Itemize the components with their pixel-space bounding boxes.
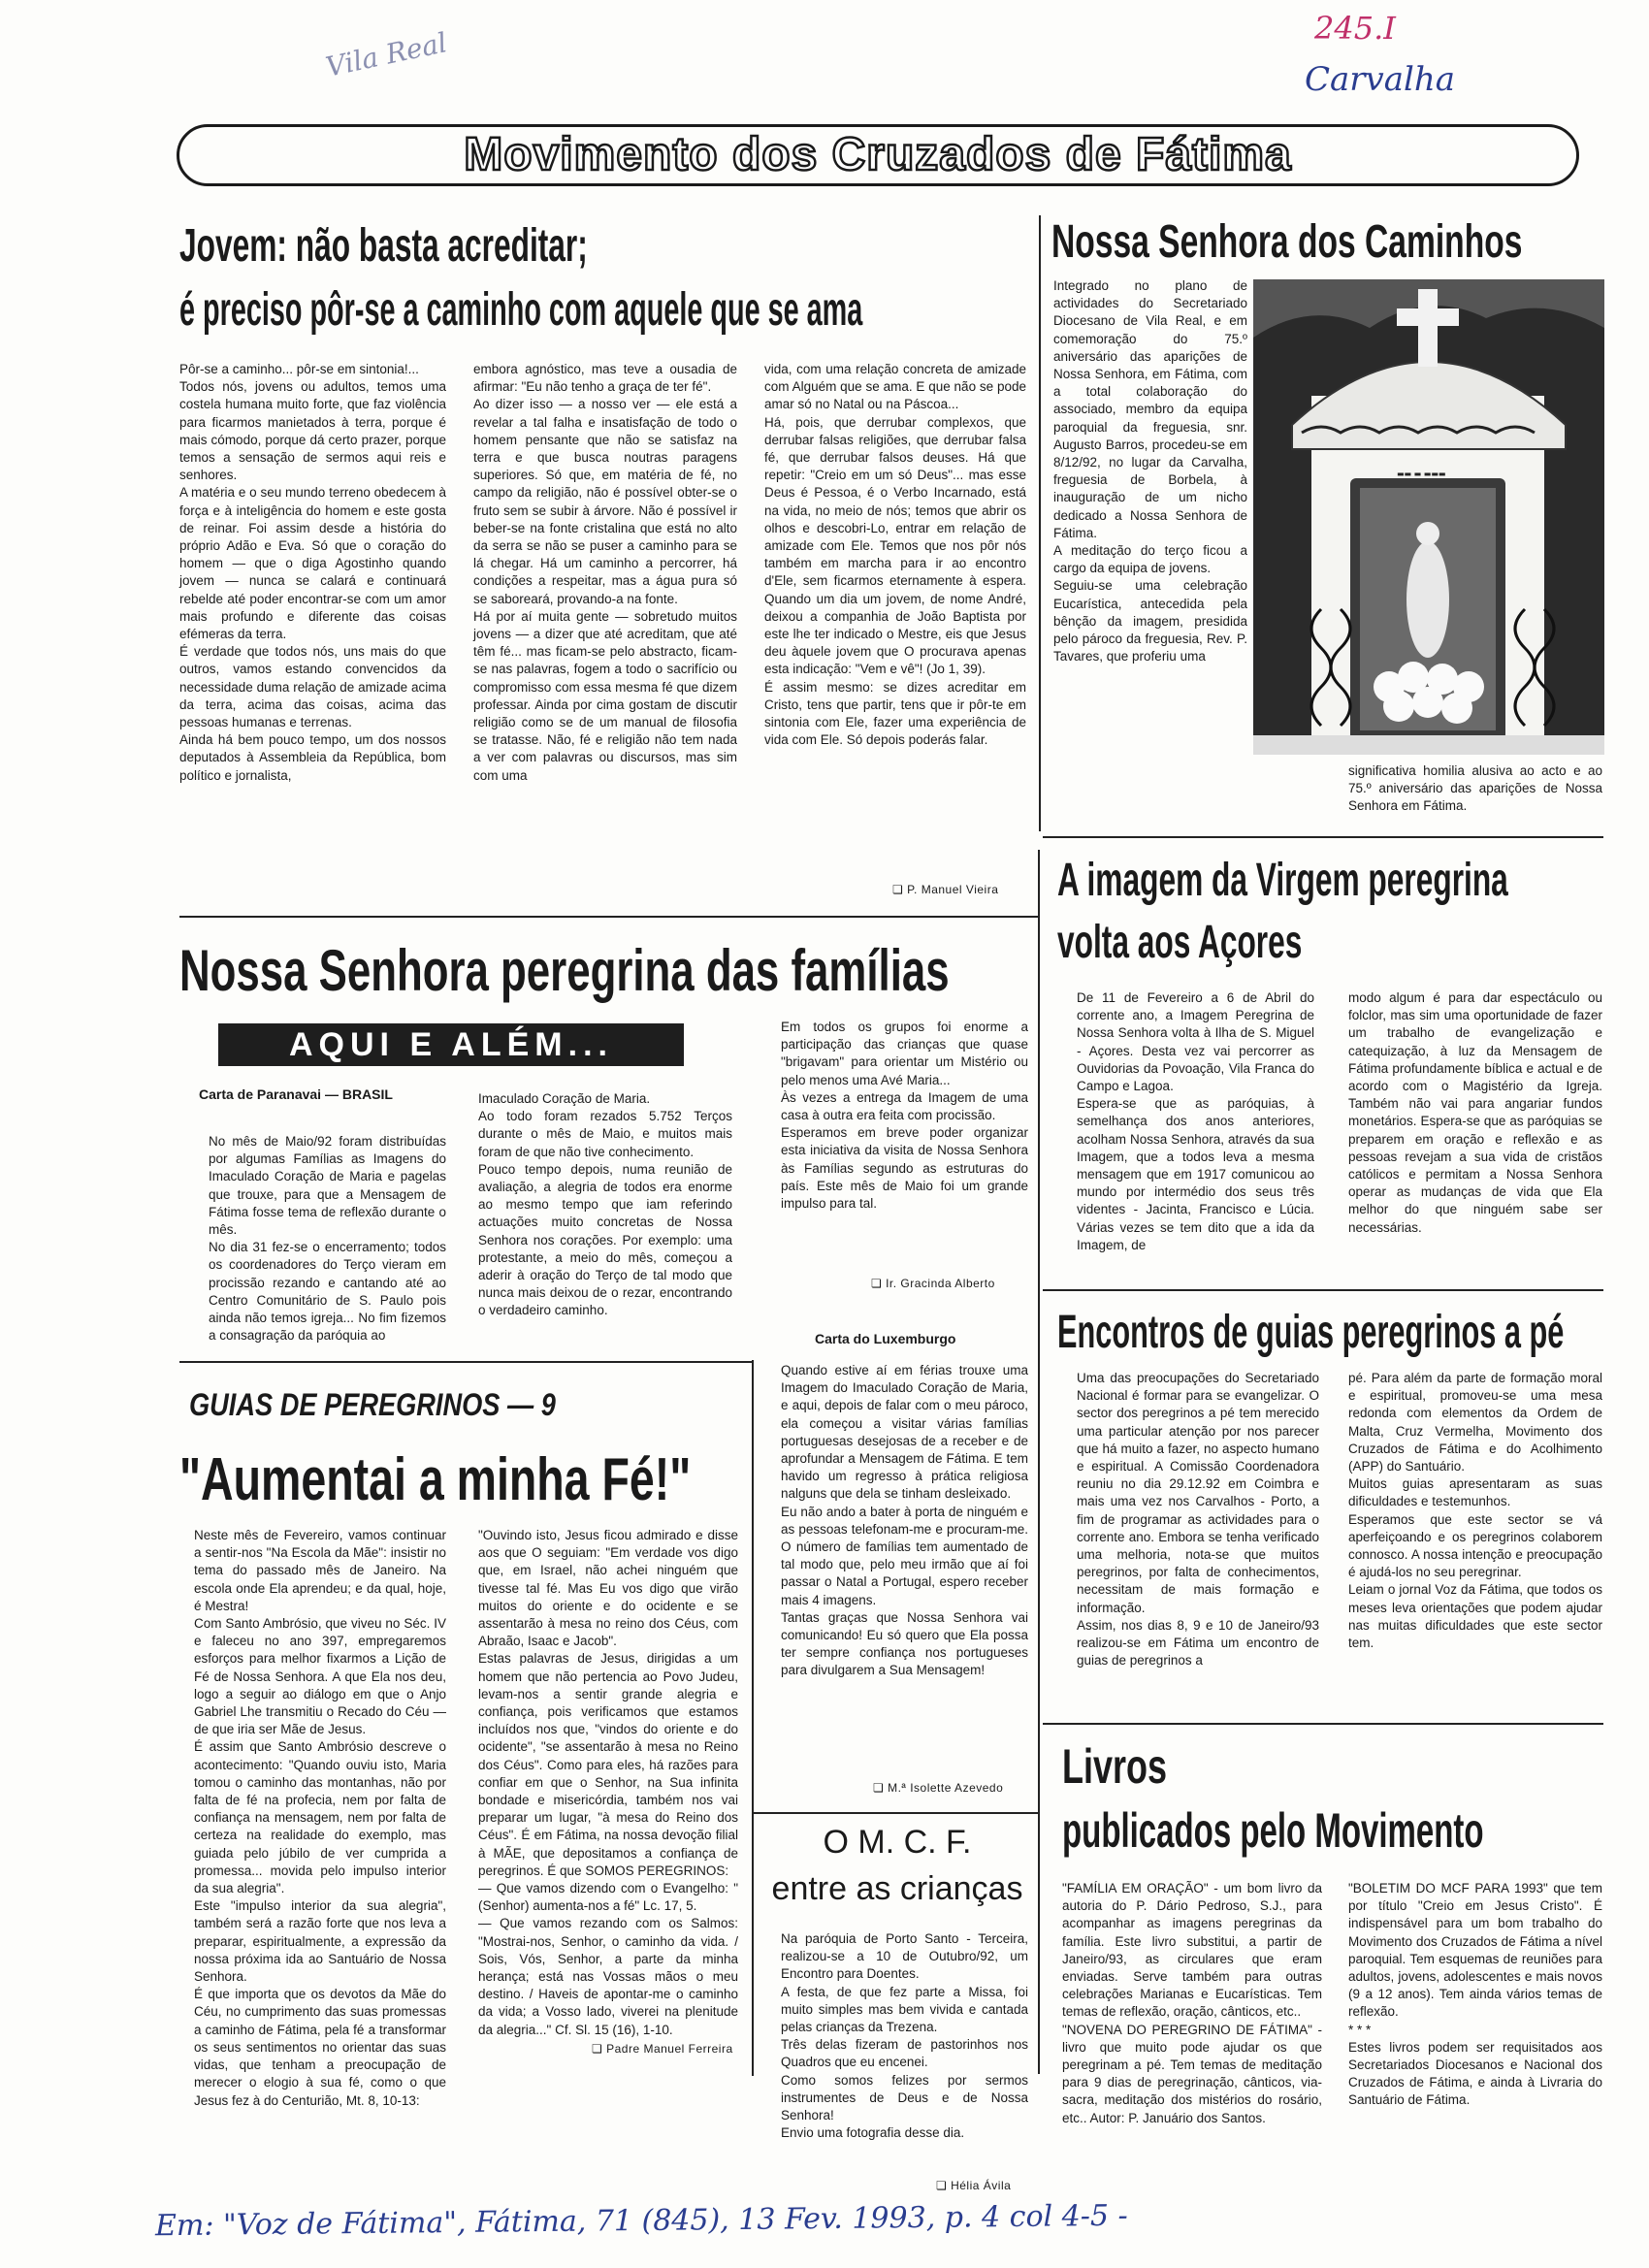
handwritten-place-top-right: Carvalha [1305, 60, 1456, 99]
rule-lux [752, 1812, 1038, 1814]
virgem-title-line1: A imagem da Virgem peregrina [1057, 855, 1508, 906]
guias-col2: "Ouvindo isto, Jesus ficou admirado e disse aos que O seguiam: "Em verdade vos digo que, em Israel, não achei ninguém que tivesse tal fé. Mas Eu vos digo que virão muitos do oriente e do ocidente e se assentarão à mesa no reino dos Céus, com Abraão, Isaac e Jacob". Estas palavras de Jesus, dirigidas a um homem que não pertencia ao Povo Judeu, levam-nos a sentir grande alegria e confiança, pois verificamos que estamos incluídos nos que, "vindos do oriente e do ocidente", "se assentarão à mesa no Reino dos Céus". Como para eles, há razões para confiar em que o Senhor, na Sua infinita bondade e misericórdia, também nos vai preparar um lugar, "à mesa do Reino dos Céus". É em Fátima, na nossa devoção filial à MÃE, que depositamos a confiança de peregrinos. É que SOMOS PEREGRINOS: — Que vamos dizendo com o Evangelho: "(Senhor) aumenta-nos a fé" Lc. 17, 5. — Que vamos rezando com os Salmos: "Mostrai-nos, Senhor, o caminho da vida. / Sois, Vós, Senhor, a parte da minha herança; está nas Vossas mãos o meu destino. / Haveis de apontar-me o caminho da vida; a Vosso lado, viverei na plenitude da alegria..." Cf. Sl. 15 (16), 1-10. [478, 1528, 738, 2037]
handwritten-code: 245.I [1314, 10, 1396, 47]
guias-kicker: GUIAS DE PEREGRINOS — 9 [189, 1387, 556, 1422]
guias-col1: Neste mês de Fevereiro, vamos continuar a sentir-nos "Na Escola da Mãe": insistir no tema do passado mês de Janeiro. Na escola onde Ela aprendeu; e da qual, hoje, é Mestra! Com Santo Ambrósio, que viveu no Séc. IV e faleceu no ano 397, empregaremos esforços para melhor fixarmos a Lição de Fé de Nossa Senhora. A que Ela nos deu, logo a seguir ao diálogo em que o Anjo Gabriel Lhe transmitiu o Recado do Céu — de que iria ser Mãe de Jesus. É assim que Santo Ambrósio descreve o acontecimento: "Quando ouviu isto, Maria tomou o caminho das montanhas, não por falta de fé na profecia, nem por falta de confiança na mensagem, nem por falta de certeza na realidade do exemplo, mas guiada pelo júbilo de ver cumprida a promessa... movida pelo impulso interior da sua alegria". Este "impulso interior da sua alegria", também será a razão forte que nos leva a preparar, espiritualmente, a expressão da nossa próxima ida ao Santuário de Nossa Senhora. É que importa que os devotos da Mãe do Céu, no cumprimento das suas promessas a caminho de Fátima, pela fé a transformar os seus sentimentos no orientar das suas vidas, que tenham a preocupação de merecer o elogio à sua fé, como o que Jesus fez à do Centurião, Mt. 8, 10-13: [194, 1528, 446, 2108]
caminhos-title: Nossa Senhora dos Caminhos [1051, 216, 1523, 268]
caminhos-text: Integrado no plano de actividades do Secretariado Diocesano de Vila Real, e em comemoração do 75.º aniversário das aparições de Nossa Senhora, em Fátima, com a total colaboração do associado, membro da equipa paroquial da freguesia, snr. Augusto Barros, procedeu-se em 8/12/92, no lugar da Carvalha, freguesia de Borbela, à inauguração de um nicho dedicado a Nossa Senhora de Fátima. A meditação do terço ficou a cargo da equipa de jovens. Seguiu-se uma celebração Eucarística, antecedida pela bênção da imagem, presidida pelo pároco da freguesia, Rev. P. Tavares, que proferiu uma [1053, 278, 1247, 664]
svg-text:▬▬ ▬ ▬▬▬: ▬▬ ▬ ▬▬▬ [1397, 470, 1446, 478]
familias-col3: Em todos os grupos foi enorme a participação das crianças que quase "brigavam" para orientar um Mistério ou pelo menos uma Avé Maria... Às vezes a entrega da Imagem de uma casa à outra era feita com procissão. Esperamos em breve poder organizar esta iniciativa da visita de Nossa Senhora às Famílias segundo as estruturas do país. Este mês de Maio foi um grande impulso para tal. [781, 1020, 1028, 1212]
rule-virgem [1043, 1289, 1603, 1291]
jovem-col1: Pôr-se a caminho... pôr-se em sintonia!... Todos nós, jovens ou adultos, temos uma costela humana muito forte, que faz violência para ficarmos manietados à terra, porque é mais cómodo, porque dá certo prazer, porque temos a sensação de sermos aqui reis e senhores. A matéria e o seu mundo terreno obedecem à força e à inteligência do homem e este gosta de reinar. Foi assim desde a história do próprio Adão e Eva. Só que o coração do homem — que o diga Agostinho quando jovem — nunca se calará e continuará rebelde até poder encontrar-se com um amor mais profundo e diferente das coisas efémeras da terra. É verdade que todos nós, uns mais do que outros, vamos estando convencidos da necessidade duma relação de amizade acima da terra, acima das coisas, acima das pessoas humanas e terrenas. Ainda há bem pouco tempo, um dos nossos deputados à Assembleia da República, bom político e jornalista, [179, 362, 446, 783]
virgem-col2: modo algum é para dar espectáculo ou folclor, mas sim uma oportunidade de fazer um trabalho de evangelização e catequização, à luz da Mensagem de Fátima profundamente bíblica e actual e de acordo com o Magistério da Igreja. Também não vai para angariar fundos monetários. Espera-se que as paróquias se preparem em oração e reflexão e as pessoas revejam a sua vida de cristãos católicos e permitam a Nossa Senhora operar as mudanças de vida que Ela melhor do que ninguém sabe ser necessárias. [1348, 990, 1602, 1235]
subhead-luxemburgo: Carta do Luxemburgo [815, 1331, 956, 1346]
omcf-title-line1: O M. C. F. [823, 1824, 972, 1861]
jovem-col3: vida, com uma relação concreta de amizade com Alguém que se ama. E que não se pode amar só no Natal ou na Páscoa... Há, pois, que derrubar complexos, que derrubar falsas religiões, que derrubar falsa fé, que derrubar falsos deuses. Há que repetir: "Creio em um só Deus"... mas esse Deus é Pessoa, é o Verbo Incarnado, está na vida, no meio de nós; temos que abrir os olhos e descobri-Lo, entrar em relação de amizade com Ele. Temos que nos pôr nós também em marcha para ir ao encontro d'Ele, sem ficarmos eternamente à espera. Quando um dia um jovem, de nome André, deixou a companhia de João Baptista por este lhe ter indicado o Mestre, eis que Jesus deu àquele jovem que O procurava apenas esta indicação: "Vem e vê"! (Jo 1, 39). É assim mesmo: se dizes acreditar em Cristo, tens que partir, tens que ir pôr-te em sintonia com Ele, fazer uma experiência de vida com Ele. Só depois poderás falar. [764, 362, 1026, 748]
encontros-title: Encontros de guias peregrinos a pé [1057, 1307, 1565, 1358]
signature-luxemburgo: ❏ M.ª Isolette Azevedo [873, 1781, 1004, 1795]
jovem-col2: embora agnóstico, mas teve a ousadia de afirmar: "Eu não tenho a graça de ter fé". Ao dizer isso — a nosso ver — ele está a revelar a tal falha e insatisfação de todo o homem pensante que não se satisfaz na terra e que busca noutras paragens superiores. Só que, em matéria de fé, no campo da religião, não é possível obter-se o fruto sem se subir à árvore. Não é possível ir beber-se na fonte cristalina que está no alto da serra se não se puser a caminho para se lá chegar. Há um caminho a percorrer, há condições a respeitar, mas a água pura só se saboreará, provando-a na fonte. Há por aí muita gente — sobretudo muitos jovens — a dizer que até acreditam, que até têm fé... mas ficam-se pelo abstracto, ficam-se nas palavras, fogem a todo o sacrifício ou compromisso com essa mesma fé que dizem professar. Ainda por cima gostam de discutir religião como se de um manual de filosofia se tratasse. Não, fé e religião não tem nada a ver com palavras ou discursos, mas sim com uma [473, 362, 737, 783]
handwritten-citation: Em: "Voz de Fátima", Fátima, 71 (845), 13 Fev. 1993, p. 4 col 4-5 - [154, 2198, 1128, 2244]
column-rule-top [1039, 215, 1041, 831]
signature-brasil: ❏ Ir. Gracinda Alberto [871, 1277, 995, 1290]
rule-encontros [1043, 1723, 1603, 1725]
livros-title-line2: publicados pelo Movimento [1062, 1803, 1484, 1858]
column-rule-left [1038, 850, 1040, 2074]
masthead-title: Movimento dos Cruzados de Fátima [464, 129, 1292, 180]
rule-jovem [179, 916, 1038, 918]
column-rule-mid [752, 1360, 754, 2076]
rule-caminhos [1043, 836, 1603, 838]
shrine-niche-photo [1253, 279, 1604, 755]
handwritten-place-top-left: Vila Real [322, 26, 450, 83]
virgem-col1: De 11 de Fevereiro a 6 de Abril do corrente ano, a Imagem Peregrina de Nossa Senhora volta à Ilha de S. Miguel - Açores. Desta vez vai percorrer as Ouvidorias da Povoação, Vila Franca do Campo e Lagoa. Espera-se que as paróquias, à semelhança dos anos anteriores, acolham Nossa Senhora, através da sua Imagem, que a todos leva a mesma mensagem que em 1917 comunicou ao mundo por intermédio dos seus três videntes - Jacinta, Francisco e Lúcia. Várias vezes se tem dito que a ida da Imagem, de [1077, 990, 1314, 1252]
livros-title-line1: Livros [1062, 1739, 1168, 1794]
familias-col1: No mês de Maio/92 foram distribuídas por algumas Famílias as Imagens do Imaculado Coração de Maria e pagelas que trouxe, para que a Mensagem de Fátima fosse tema de reflexão durante o mês. No dia 31 fez-se o encerramento; todos os coordenadores do Terço vieram em procissão rezando e cantando até ao Centro Comunitário de S. Paulo pois ainda não temos igreja... No fim fizemos a consagração da paróquia ao [209, 1134, 446, 1344]
encontros-col2: pé. Para além da parte de formação moral e espiritual, promoveu-se uma mesa redonda com elementos da Ordem de Malta, Cruz Vermelha, Movimento dos Cruzados de Fátima e do Acolhimento (APP) do Santuário. Muitos guias apresentaram as suas dificuldades e testemunhos. Esperamos que este sector se vá aperfeiçoando e os peregrinos colaborem connosco. A nossa intenção e preocupação é ajudá-los no seu peregrinar. Leiam o jornal Voz da Fátima, que todos os meses leva orientações que podem ajudar nas muitas dificuldades que este sector tem. [1348, 1371, 1602, 1651]
caminhos-text-below: significativa homilia alusiva ao acto e ao 75.º aniversário das aparições de Nossa Senhora em Fátima. [1348, 763, 1602, 814]
encontros-col1: Uma das preocupações do Secretariado Nacional é formar para se evangelizar. O sector dos peregrinos a pé tem merecido uma particular atenção por nos parecer que há muito a fazer, no aspecto humano e espiritual. A Comissão Coordenadora reuniu no dia 29.12.92 em Coimbra e mais uma vez nos Carvalhos - Porto, a fim de programar as actividades para o corrente ano. Embora se tenha verificado uma melhoria, nota-se que muitos peregrinos, por falta de conhecimentos, necessitam de mais formação e informação. Assim, nos dias 8, 9 e 10 de Janeiro/93 realizou-se em Fátima um encontro de guias de peregrinos a [1077, 1371, 1319, 1669]
omcf-title-line2: entre as crianças [771, 1870, 1023, 1907]
shrine-niche-photo-drawing [1253, 279, 1604, 755]
jovem-signature: ❏ P. Manuel Vieira [892, 883, 999, 896]
virgem-title-line2: volta aos Açores [1057, 917, 1303, 968]
jovem-title-line1: Jovem: não basta acreditar; [179, 220, 588, 272]
luxemburgo-text: Quando estive aí em férias trouxe uma Imagem do Imaculado Coração de Maria, e aqui, depois de falar com o meu pároco, ela começou a visitar várias famílias portuguesas desejosas de a receber e de aprofundar a Mensagem de Fátima. E tem havido um regresso à prática religiosa nalguns que dela se tinham desleixado. Eu não ando a bater à porta de ninguém e as pessoas telefonam-me e procuram-me. O número de famílias tem aumentado de tal modo que, pelo meu irmão que aí foi passar o Natal a Portugal, espero receber mais 4 imagens. Tantas graças que Nossa Senhora vai comunicando! Eu só quero que Ela possa ter sempre confiança nos portugueses para divulgarem a Sua Mensagem! [781, 1363, 1028, 1678]
livros-col1: "FAMÍLIA EM ORAÇÃO" - um bom livro da autoria do P. Dário Pedroso, S.J., para acompanhar as imagens peregrinas da família. Este livro substitui, a partir de Janeiro/93, as circulares que eram enviadas. Serve também para outras celebrações Marianas e Eucarísticas. Tem temas de reflexão, oração, cânticos, etc.. "NOVENA DO PEREGRINO DE FÁTIMA" - livro que muito pode ajudar os que peregrinam a pé. Tem temas de meditação para 9 dias de peregrinação, cânticos, via-sacra, meditação dos mistérios do rosário, etc.. Autor: P. Januário dos Santos. [1062, 1881, 1322, 2125]
guias-signature: ❏ Padre Manuel Ferreira [592, 2042, 733, 2056]
familias-col2: Imaculado Coração de Maria. Ao todo foram rezados 5.752 Terços durante o mês de Maio, e muitos mais foram de que não tive conhecimento. Pouco tempo depois, numa reunião de avaliação, a alegria de todos era enorme ao mesmo tempo que iam referindo actuações muito concretas de Nossa Senhora nos corações. Por exemplo: uma protestante, a meio do mês, começou a aderir à oração do Terço de tal modo que nunca mais deixou de o rezar, encontrando o verdadeiro caminho. [478, 1091, 732, 1318]
aqui-alem-text: AQUI E ALÉM... [289, 1026, 613, 1063]
livros-col2: "BOLETIM DO MCF PARA 1993" que tem por título "Creio em Jesus Cristo". É indispensável para um bom trabalho do Movimento dos Cruzados de Fátima a nível paroquial. Tem esquemas de reuniões para adultos, jovens, adolescentes e mais novos (9 a 12 anos). Tem ainda vários temas de reflexão. * * * Estes livros podem ser requisitados aos Secretariados Diocesanos e Nacional dos Cruzados de Fátima, e ainda à Livraria do Santuário de Fátima. [1348, 1881, 1602, 2108]
subhead-brasil: Carta de Paranavai — BRASIL [199, 1086, 393, 1102]
masthead-banner [177, 124, 1579, 186]
aqui-alem-banner [218, 1023, 684, 1066]
familias-title: Nossa Senhora peregrina das famílias [179, 938, 950, 1003]
rule-familias [179, 1361, 752, 1363]
jovem-title-line2: é preciso pôr-se a caminho com aquele que se ama [179, 284, 863, 336]
omcf-signature: ❏ Hélia Ávila [936, 2179, 1012, 2192]
omcf-text: Na paróquia de Porto Santo - Terceira, realizou-se a 10 de Outubro/92, um Encontro para Doentes. A festa, de que fez parte a Missa, foi muito simples mas bem vivida e cantada pelas crianças da Trezena. Três delas fizeram de pastorinhos nos Quadros que eu encenei. Como somos felizes por sermos instrumentes de Deus e de Nossa Senhora! Envio uma fotografia desse dia. [781, 1931, 1028, 2141]
guias-title: "Aumentai a minha Fé!" [179, 1446, 692, 1513]
